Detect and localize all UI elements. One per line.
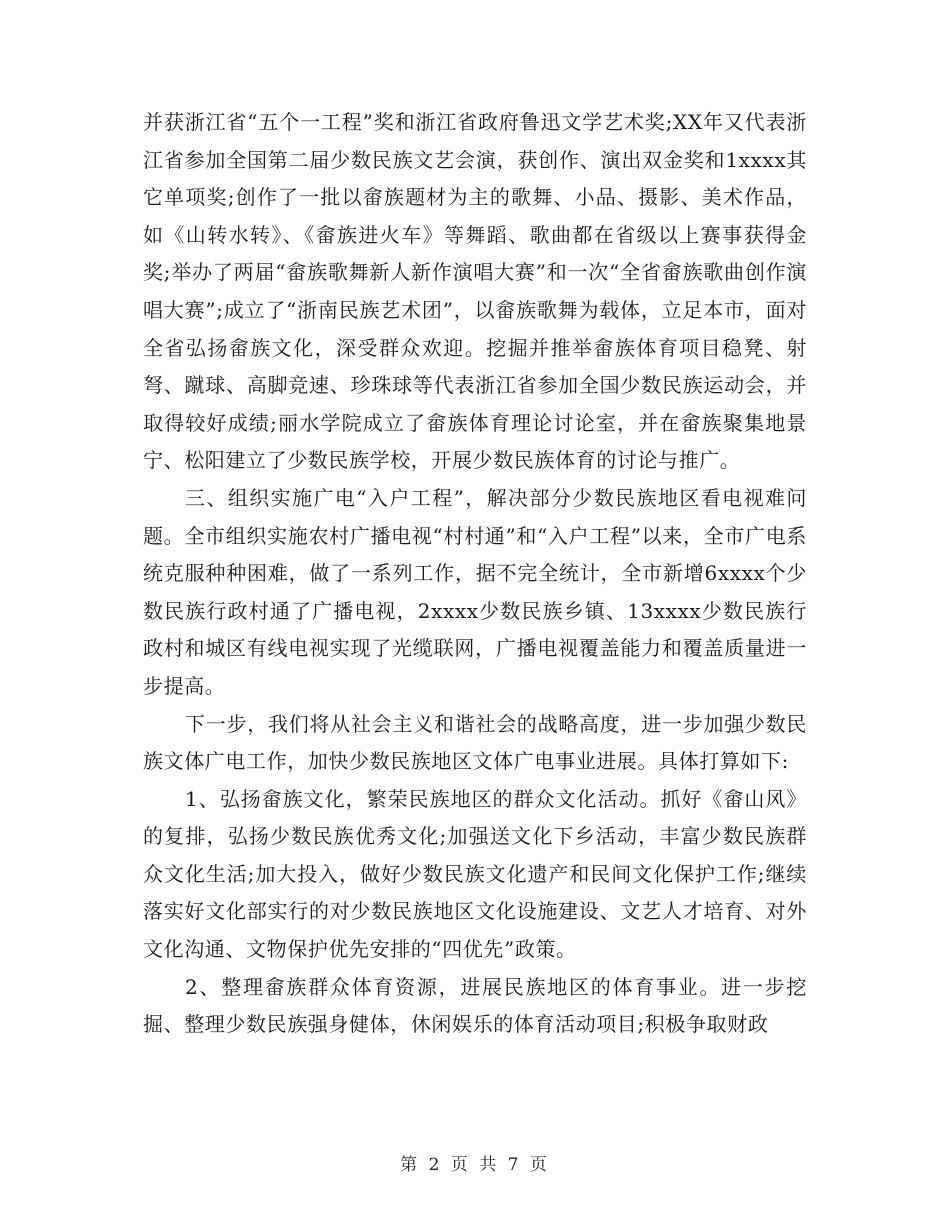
page-number-footer: 第 2 页 共 7 页 — [400, 1155, 550, 1175]
paragraph-continuation: 并获浙江省“五个一工程”奖和浙江省政府鲁迅文学艺术奖;XX年又代表浙江省参加全国第二届少数民族文艺会演，获创作、演出双金奖和1xxxx其它单项奖;创作了一批以畲族题材为主的歌舞、小品、摄影、美术作品，如《山转水转》、《畲族进火车》等舞蹈、歌曲都在省级以上赛事获得金奖;举办了两届“畲族歌舞新人新作演唱大赛”和一次“全省畲族歌曲创作演唱大赛”;成立了“浙南民族艺术团”，以畲族歌舞为载体，立足本市，面对全省弘扬畲族文化，深受群众欢迎。挖掘并推举畲族体育项目稳凳、射弩、蹴球、高脚竞速、珍珠球等代表浙江省参加全国少数民族运动会，并取得较好成绩;丽水学院成立了畲族体育理论讨论室，并在畲族聚集地景宁、松阳建立了少数民族学校，开展少数民族体育的讨论与推广。 — [143, 110, 807, 473]
paragraph-item-two: 2、整理畲族群众体育资源，进展民族地区的体育事业。进一步挖掘、整理少数民族强身健体，休闲娱乐的体育活动项目;积极争取财政 — [143, 974, 807, 1037]
document-body — [143, 104, 807, 1044]
paragraph-section-three: 三、组织实施广电“入户工程”，解决部分少数民族地区看电视难问题。全市组织实施农村广播电视“村村通”和“入户工程”以来，全市广电系统克服种种困难，做了一系列工作，据不完全统计，全市新增6xxxx个少数民族行政村通了广播电视，2xxxx少数民族乡镇、13xxxx少数民族行政村和城区有线电视实现了光缆联网，广播电视覆盖能力和覆盖质量进一步提高。 — [143, 485, 807, 698]
paragraph-item-one: 1、弘扬畲族文化，繁荣民族地区的群众文化活动。抓好《畲山风》的复排，弘扬少数民族优秀文化;加强送文化下乡活动，丰富少数民族群众文化生活;加大投入，做好少数民族文化遗产和民间文化保护工作;继续落实好文化部实行的对少数民族地区文化设施建设、文艺人才培育、对外文化沟通、文物保护优先安排的“四优先”政策。 — [143, 786, 807, 962]
paragraph-next-steps: 下一步，我们将从社会主义和谐社会的战略高度，进一步加强少数民族文体广电工作，加快少数民族地区文体广电事业进展。具体打算如下: — [143, 711, 807, 774]
